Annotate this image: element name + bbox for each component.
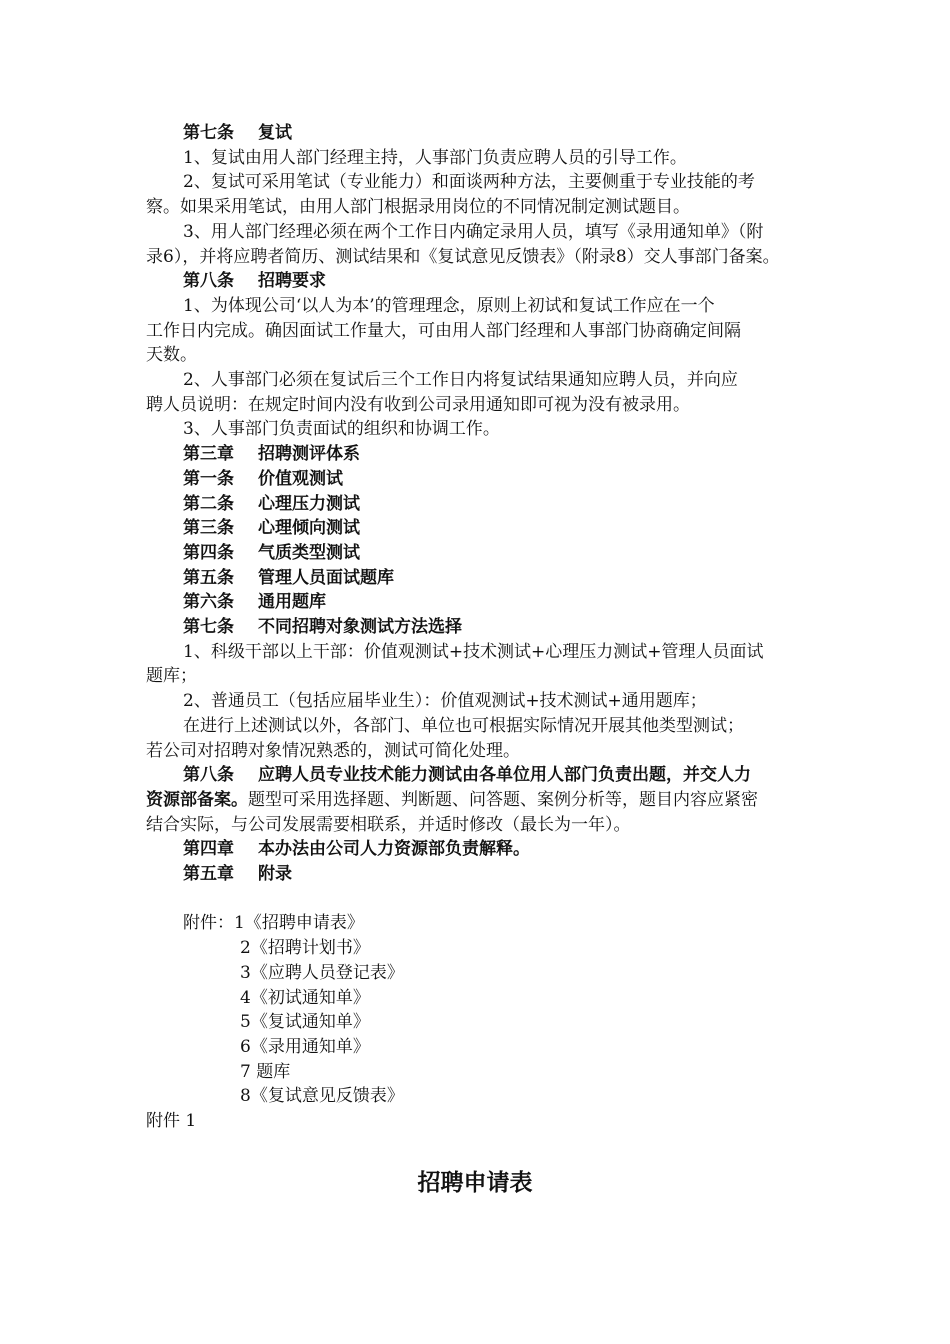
article-number: 第三条 — [183, 518, 234, 539]
article-7-heading — [146, 121, 814, 146]
article-number: 第八条 — [183, 765, 234, 786]
article-heading — [146, 590, 814, 615]
article-number: 第四条 — [183, 542, 234, 563]
article-8-heading — [146, 269, 814, 294]
paragraph-continuation: 结合实际，与公司发展需要相联系，并适时修改（最长为一年）。 — [146, 814, 631, 835]
article-bold-text: 资源部备案。 — [146, 789, 248, 810]
article-title: 不同招聘对象测试方法选择 — [258, 617, 462, 638]
chapter-number: 第三章 — [183, 444, 234, 465]
paragraph-continuation: 聘人员说明：在规定时间内没有收到公司录用通知即可视为没有被录用。 — [146, 394, 690, 415]
article-number: 第一条 — [183, 468, 234, 489]
paragraph: 2、复试可采用笔试（专业能力）和面谈两种方法，主要侧重于专业技能的考 — [183, 172, 755, 193]
document-body — [146, 121, 814, 1134]
article-8b-heading — [146, 763, 814, 788]
attachment-list-first — [146, 911, 814, 936]
blank-line — [146, 887, 814, 912]
article-heading — [146, 566, 814, 591]
article-title: 复试 — [258, 123, 292, 143]
article-title: 管理人员面试题库 — [258, 567, 394, 588]
chapter-title: 招聘测评体系 — [258, 444, 360, 465]
paragraph-continuation: 察。如果采用笔试，由用人部门根据录用岗位的不同情况制定测试题目。 — [146, 197, 690, 218]
attachment-item: 2《招聘计划书》 — [240, 938, 370, 959]
paragraph: 2、普通员工（包括应届毕业生）：价值观测试+技术测试+通用题库； — [183, 691, 707, 712]
attachment-item: 4《初试通知单》 — [240, 987, 370, 1008]
paragraph-continuation: 天数。 — [146, 345, 197, 366]
chapter-5-heading — [146, 862, 814, 887]
article-number: 第八条 — [183, 271, 234, 292]
chapter-number: 第五章 — [183, 864, 234, 885]
attachment-item: 7 题库 — [240, 1061, 291, 1082]
article-title: 心理压力测试 — [258, 493, 360, 514]
paragraph-continuation: 工作日内完成。确因面试工作量大，可由用人部门经理和人事部门协商确定间隔 — [146, 320, 741, 341]
article-title: 通用题库 — [258, 592, 326, 613]
attachment-item: 8《复试意见反馈表》 — [240, 1086, 404, 1107]
article-number: 第七条 — [183, 123, 234, 143]
paragraph: 2、人事部门必须在复试后三个工作日内将复试结果通知应聘人员，并向应 — [183, 370, 738, 391]
paragraph-continuation: 题库； — [146, 666, 197, 687]
article-title: 价值观测试 — [258, 468, 343, 489]
paragraph-continuation — [146, 788, 814, 813]
chapter-title: 本办法由公司人力资源部负责解释。 — [258, 839, 530, 860]
article-heading — [146, 467, 814, 492]
article-number: 第七条 — [183, 617, 234, 638]
chapter-4-heading — [146, 837, 814, 862]
article-number: 第二条 — [183, 493, 234, 514]
article-title: 心理倾向测试 — [258, 518, 360, 539]
chapter-3-heading — [146, 442, 814, 467]
paragraph-continuation: 若公司对招聘对象情况熟悉的，测试可简化处理。 — [146, 740, 520, 761]
article-number: 第六条 — [183, 592, 234, 613]
attachment-label: 附件： — [183, 913, 234, 934]
article-title: 气质类型测试 — [258, 542, 360, 563]
paragraph: 1、为体现公司‘以人为本’的管理理念，原则上初试和复试工作应在一个 — [183, 295, 715, 316]
article-heading — [146, 516, 814, 541]
attachment-item: 5《复试通知单》 — [240, 1012, 370, 1033]
article-text: 题型可采用选择题、判断题、问答题、案例分析等，题目内容应紧密 — [248, 789, 758, 810]
paragraph: 在进行上述测试以外，各部门、单位也可根据实际情况开展其他类型测试； — [183, 715, 744, 736]
attachment-item: 3《应聘人员登记表》 — [240, 962, 404, 983]
paragraph: 3、用人部门经理必须在两个工作日内确定录用人员，填写《录用通知单》（附 — [183, 221, 764, 242]
chapter-title: 附录 — [258, 864, 292, 885]
chapter-number: 第四章 — [183, 839, 234, 860]
paragraph: 3、人事部门负责面试的组织和协调工作。 — [183, 419, 500, 440]
attachment-item: 6《录用通知单》 — [240, 1037, 370, 1057]
document-title: 招聘申请表 — [417, 1170, 533, 1196]
article-heading — [146, 541, 814, 566]
annex-label: 附件 1 — [146, 1111, 197, 1132]
paragraph-continuation: 录6），并将应聘者简历、测试结果和《复试意见反馈表》（附录8）交人事部门备案。 — [146, 246, 780, 267]
article-heading — [146, 492, 814, 517]
paragraph: 1、复试由用人部门经理主持，人事部门负责应聘人员的引导工作。 — [183, 147, 687, 168]
article-bold-text: 应聘人员专业技术能力测试由各单位用人部门负责出题，并交人力 — [258, 765, 751, 786]
article-heading — [146, 615, 814, 640]
article-title: 招聘要求 — [258, 271, 326, 292]
attachment-item: 1《招聘申请表》 — [234, 913, 364, 934]
article-number: 第五条 — [183, 567, 234, 588]
paragraph: 1、科级干部以上干部：价值观测试+技术测试+心理压力测试+管理人员面试 — [183, 641, 764, 662]
